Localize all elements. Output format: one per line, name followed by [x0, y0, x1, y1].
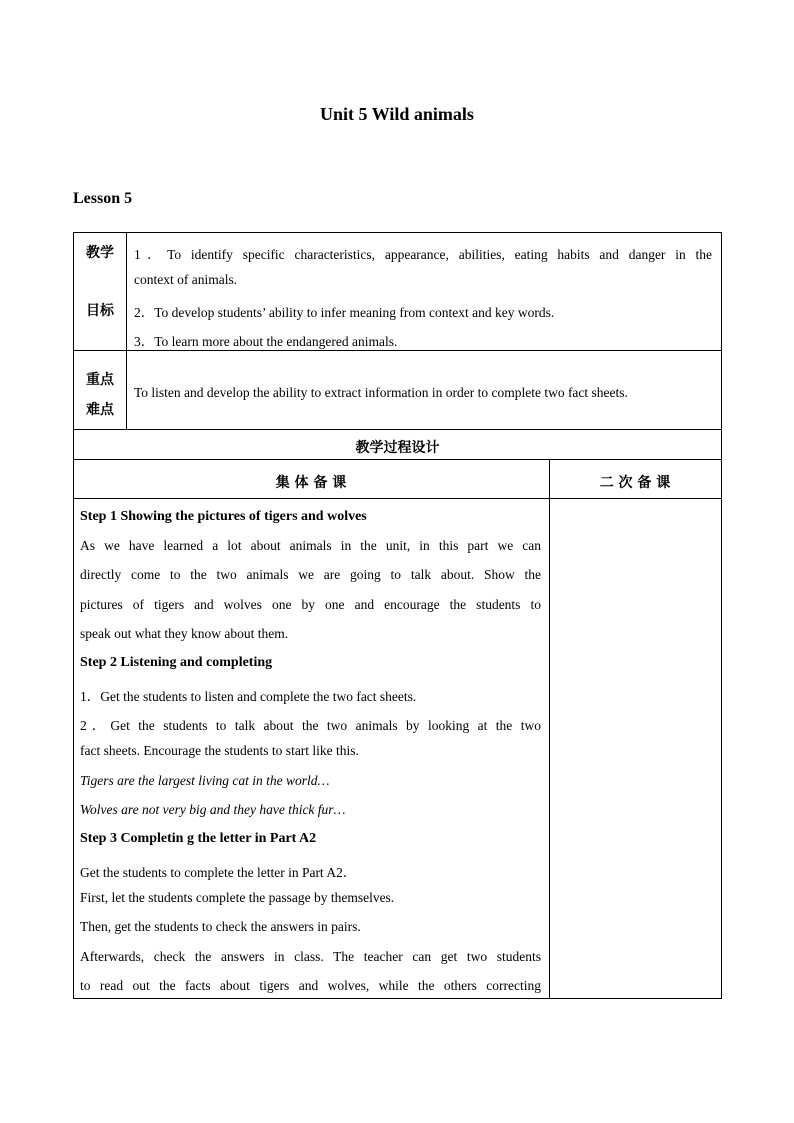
row-divider [73, 429, 721, 430]
objective-line: 3．To learn more about the endangered animals. [134, 334, 398, 349]
step-1-text: As we have learned a lot about animals in the unit, in this part we can [80, 538, 541, 553]
step-3-title: Step 3 Completin g the letter in Part A2 [80, 831, 317, 846]
second-prep-column-divider [549, 459, 550, 999]
label-column-divider [126, 232, 127, 429]
row-divider [73, 498, 721, 499]
step-2-text: 2．Get the students to talk about the two animals by looking at the two [80, 718, 541, 733]
step-3-text: Then, get the students to check the answers in pairs. [80, 919, 361, 934]
step-3-text: Get the students to complete the letter in Part A2． [80, 865, 357, 880]
lesson-heading: Lesson 5 [73, 190, 133, 207]
step-2-example: Wolves are not very big and they have thick fur… [80, 802, 346, 817]
step-2-text: 1．Get the students to listen and complete the two fact sheets. [80, 689, 417, 704]
collective-prep-header: 集 体 备 课 [275, 475, 347, 491]
objective-line: 2．To develop students’ ability to infer meaning from context and key words. [134, 305, 555, 320]
step-1-text: speak out what they know about them. [80, 626, 289, 641]
step-2-text: fact sheets. Encourage the students to start like this. [80, 743, 359, 758]
step-2-title: Step 2 Listening and completing [80, 655, 273, 670]
page-title: Unit 5 Wild animals [320, 104, 474, 124]
row-divider [73, 350, 721, 351]
step-2-example: Tigers are the largest living cat in the world… [80, 773, 330, 788]
objectives-label-2: 目标 [86, 303, 114, 319]
objective-line: context of animals. [134, 272, 238, 287]
step-1-text: pictures of tigers and wolves one by one and encourage the students to [80, 597, 541, 612]
step-1-text: directly come to the two animals we are going to talk about. Show the [80, 567, 541, 582]
step-3-text: First, let the students complete the passage by themselves. [80, 890, 395, 905]
step-3-text: Afterwards, check the answers in class. The teacher can get two students [80, 949, 541, 964]
row-divider [73, 459, 721, 460]
key-points-label-2: 难点 [86, 402, 114, 418]
objective-line: 1．To identify specific characteristics, appearance, abilities, eating habits and danger in the [134, 247, 712, 262]
second-prep-header: 二 次 备 课 [599, 475, 671, 491]
key-points-label-1: 重点 [86, 372, 114, 388]
process-design-title: 教学过程设计 [355, 440, 440, 456]
objectives-label-1: 教学 [86, 245, 114, 261]
step-1-title: Step 1 Showing the pictures of tigers and wolves [80, 509, 367, 524]
key-points-text: To listen and develop the ability to extract information in order to complete two fact sheets. [134, 385, 628, 400]
step-3-text: to read out the facts about tigers and wolves, while the others correcting [80, 978, 541, 993]
